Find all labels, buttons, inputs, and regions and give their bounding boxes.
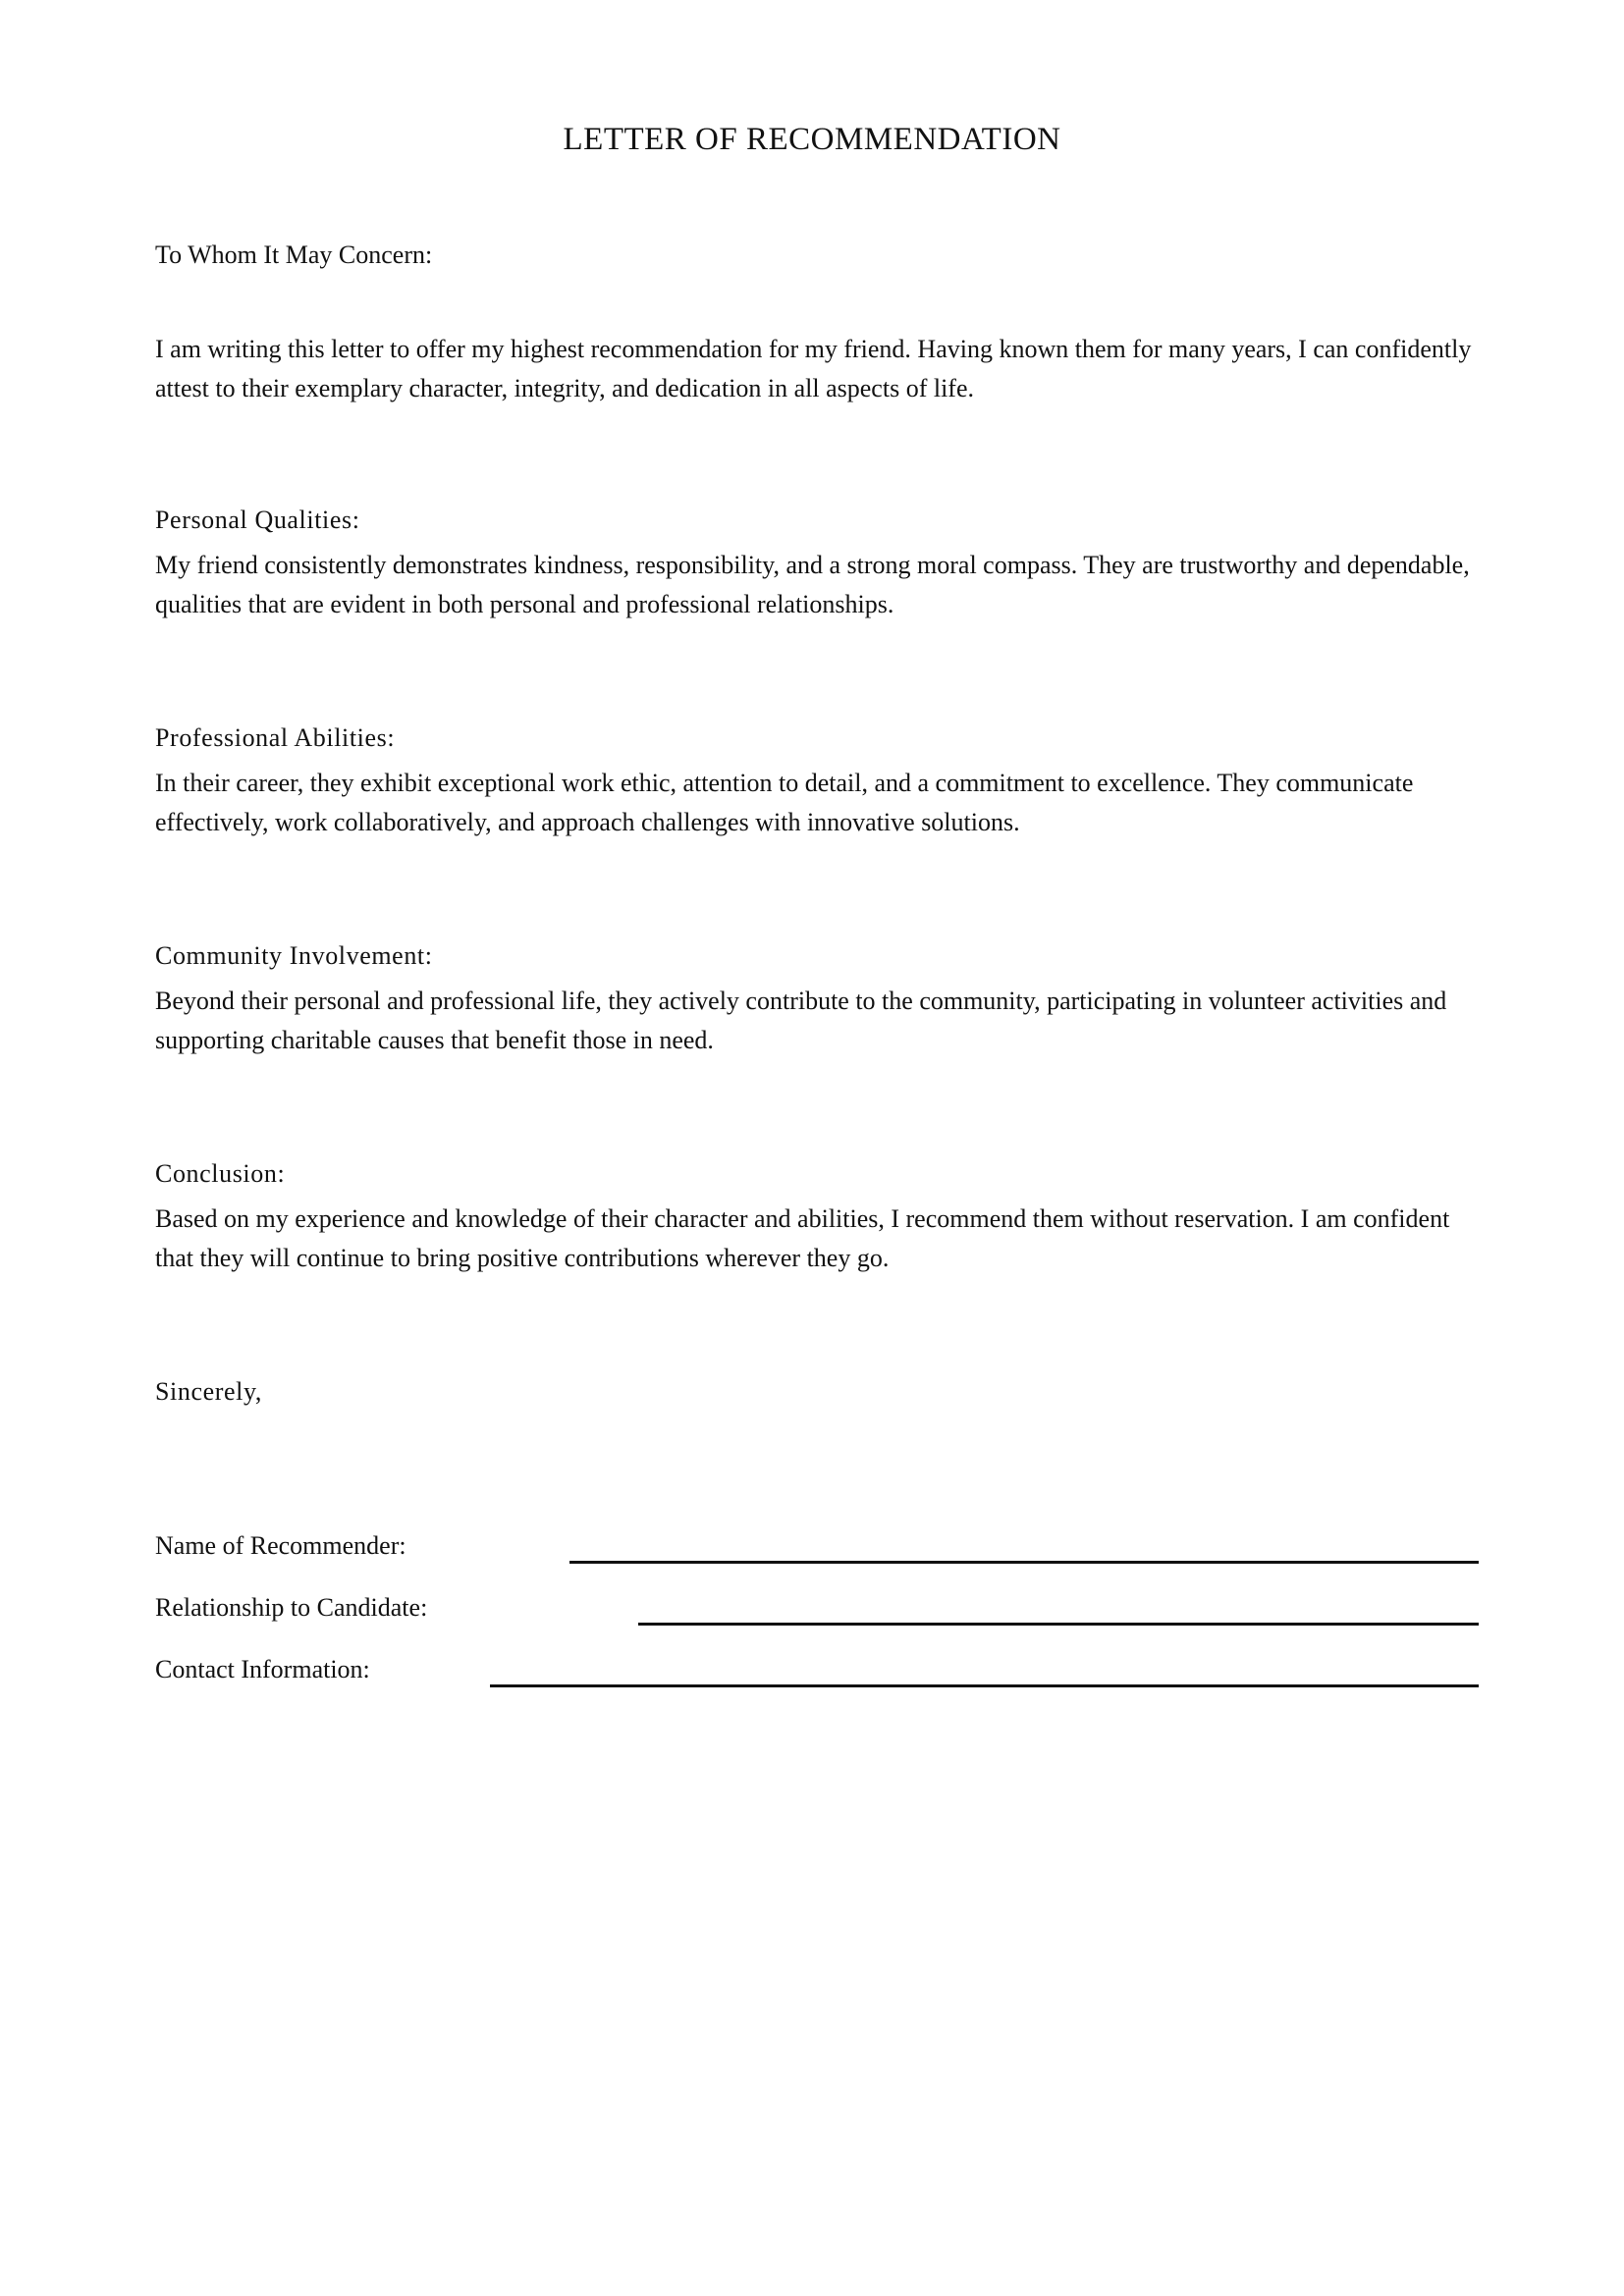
field-line-relationship-to-candidate[interactable] <box>638 1623 1479 1626</box>
section-body-personal-qualities: My friend consistently demonstrates kindness, responsibility, and a strong moral compass. They are trustworthy and dependable, qualities that are evident in both personal and professional relationships. <box>155 551 1470 618</box>
section-heading-professional-abilities: Professional Abilities: <box>155 723 396 752</box>
field-label-name-of-recommender: Name of Recommender: <box>155 1531 406 1560</box>
section-heading-personal-qualities: Personal Qualities: <box>155 506 360 534</box>
section-body-community-involvement: Beyond their personal and professional life, they actively contribute to the community, participating in volunteer activities and supporting charitable causes that benefit those in need. <box>155 987 1447 1054</box>
field-line-contact-information[interactable] <box>490 1684 1479 1687</box>
salutation: To Whom It May Concern: <box>155 240 433 269</box>
intro-paragraph: I am writing this letter to offer my highest recommendation for my friend. Having known them for many years, I can confidently attest to their exemplary character, integrity, and dedication in all aspects of life. <box>155 335 1472 402</box>
closing-text: Sincerely, <box>155 1377 262 1406</box>
section-heading-community-involvement: Community Involvement: <box>155 941 433 970</box>
field-label-relationship-to-candidate: Relationship to Candidate: <box>155 1593 428 1622</box>
page-title: LETTER OF RECOMMENDATION <box>563 122 1061 157</box>
section-body-conclusion: Based on my experience and knowledge of their character and abilities, I recommend them without reservation. I am confident that they will continue to bring positive contributions wherever they go. <box>155 1204 1450 1272</box>
field-label-contact-information: Contact Information: <box>155 1655 370 1683</box>
field-line-name-of-recommender[interactable] <box>569 1561 1479 1564</box>
section-body-professional-abilities: In their career, they exhibit exceptional work ethic, attention to detail, and a commitment to excellence. They communicate effectively, work collaboratively, and approach challenges with innovative solutions. <box>155 769 1414 836</box>
section-heading-conclusion: Conclusion: <box>155 1159 286 1188</box>
